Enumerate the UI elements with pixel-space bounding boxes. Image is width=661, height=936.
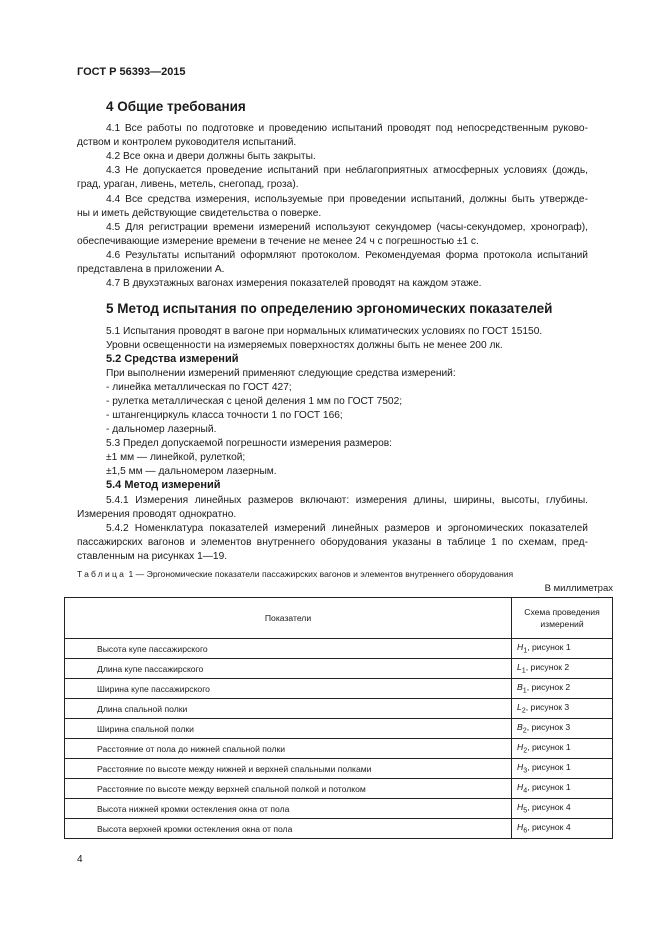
- column-header-indicators: Показатели: [65, 598, 512, 639]
- paragraph-line: град, ураган, ливень, метель, снегопад, гроза).: [77, 179, 299, 190]
- column-header-scheme-line2: измерений: [540, 619, 584, 629]
- list-item: - линейка металлическая по ГОСТ 427;: [106, 382, 292, 393]
- paragraph-line: пассажирских вагонов и элементов внутреннего оборудования указаны в таблице 1 по схемам, пред-: [77, 537, 588, 548]
- paragraph-line: ±1,5 мм — дальномером лазерным.: [106, 466, 277, 477]
- indicator-cell: Расстояние от пола до нижней спальной полки: [65, 739, 512, 759]
- indicator-cell: Высота купе пассажирского: [65, 639, 512, 659]
- scheme-cell: $H_1$, рисунок 1: [512, 639, 613, 659]
- list-item: - рулетка металлическая с ценой деления 1 мм по ГОСТ 7502;: [106, 396, 403, 407]
- paragraph-line: 4.1 Все работы по подготовке и проведению испытаний проводят под непосредственным руково-: [106, 123, 588, 134]
- paragraph-line: 4.3 Не допускается проведение испытаний при неблагоприятных атмосферных условиях (дождь,: [106, 165, 588, 176]
- table-1: [64, 597, 613, 839]
- subsection-5-4-heading: 5.4 Метод измерений: [106, 479, 221, 491]
- scheme-cell: $H_6$, рисунок 4: [512, 819, 613, 839]
- paragraph-line: 5.3 Предел допускаемой погрешности измерения размеров:: [106, 438, 393, 449]
- paragraph-line: обеспечивающие измерение времени в течение не менее 24 ч с погрешностью ±1 с.: [77, 236, 479, 247]
- indicator-cell: Ширина купе пассажирского: [65, 679, 512, 699]
- paragraph-line: Уровни освещенности на измеряемых поверхностях должны быть не менее 200 лк.: [106, 340, 503, 351]
- paragraph-line: Измерения проводят однократно.: [77, 509, 237, 520]
- table-row: [65, 679, 613, 699]
- scheme-cell: $H_3$, рисунок 1: [512, 759, 613, 779]
- scheme-cell: $H_5$, рисунок 4: [512, 799, 613, 819]
- table-row: [65, 759, 613, 779]
- paragraph-line: 4.5 Для регистрации времени измерений используют секундомер (часы-секундомер, хронограф),: [106, 222, 588, 233]
- table-row: [65, 719, 613, 739]
- scheme-cell: $B_2$, рисунок 3: [512, 719, 613, 739]
- table-unit: В миллиметрах: [544, 583, 613, 594]
- scheme-cell: $L_1$, рисунок 2: [512, 659, 613, 679]
- table-row: [65, 779, 613, 799]
- table-row: [65, 799, 613, 819]
- indicator-cell: Расстояние по высоте между верхней спальной полкой и потолком: [65, 779, 512, 799]
- table-row: [65, 639, 613, 659]
- scheme-cell: $H_4$, рисунок 1: [512, 779, 613, 799]
- table-row: [65, 739, 613, 759]
- paragraph-line: 4.6 Результаты испытаний оформляют протоколом. Рекомендуемая форма протокола испытаний: [106, 250, 588, 261]
- indicator-cell: Высота верхней кромки остекления окна от пола: [65, 819, 512, 839]
- paragraph-line: 5.1 Испытания проводят в вагоне при нормальных климатических условиях по ГОСТ 15150.: [106, 326, 543, 337]
- paragraph-line: 5.4.1 Измерения линейных размеров включают: измерения длины, ширины, высоты, глубины.: [106, 495, 588, 506]
- paragraph-line: При выполнении измерений применяют следующие средства измерений:: [106, 368, 456, 379]
- section-5-heading: 5 Метод испытания по определению эргономических показателей: [106, 301, 553, 316]
- paragraph-line: ±1 мм — линейкой, рулеткой;: [106, 452, 246, 463]
- table-row: [65, 699, 613, 719]
- paragraph-line: дством и контролем руководителя испытаний.: [77, 137, 297, 148]
- paragraph-line: 4.2 Все окна и двери должны быть закрыты.: [106, 151, 316, 162]
- document-id: ГОСТ Р 56393—2015: [77, 66, 186, 78]
- table-row: [65, 659, 613, 679]
- list-item: - штангенциркуль класса точности 1 по ГОСТ 166;: [106, 410, 343, 421]
- paragraph-line: 4.7 В двухэтажных вагонах измерения показателей проводят на каждом этаже.: [106, 278, 482, 289]
- list-item: - дальномер лазерный.: [106, 424, 217, 435]
- paragraph-line: ны и иметь действующие свидетельства о поверке.: [77, 208, 322, 219]
- indicator-cell: Высота нижней кромки остекления окна от пола: [65, 799, 512, 819]
- indicator-cell: Длина купе пассажирского: [65, 659, 512, 679]
- section-4-heading: 4 Общие требования: [106, 99, 246, 114]
- scheme-cell: $L_2$, рисунок 3: [512, 699, 613, 719]
- scheme-cell: $H_2$, рисунок 1: [512, 739, 613, 759]
- paragraph-line: 4.4 Все средства измерения, используемые при проведении испытаний, должны быть утвержде-: [106, 194, 588, 205]
- table-caption-text: 1 — Эргономические показатели пассажирских вагонов и элементов внутреннего оборудования: [126, 569, 514, 579]
- paragraph-line: представлена в приложении А.: [77, 264, 225, 275]
- indicator-cell: Длина спальной полки: [65, 699, 512, 719]
- indicator-cell: Расстояние по высоте между нижней и верхней спальными полками: [65, 759, 512, 779]
- paragraph-line: 5.4.2 Номенклатура показателей измерений линейных размеров и эргономических показателей: [106, 523, 588, 534]
- table-row: [65, 819, 613, 839]
- paragraph-line: ставленным на рисунках 1—19.: [77, 551, 228, 562]
- column-header-scheme: [512, 598, 613, 639]
- indicator-cell: Ширина спальной полки: [65, 719, 512, 739]
- table-header-row: [65, 598, 613, 639]
- page-number: 4: [77, 854, 83, 865]
- subsection-5-2-heading: 5.2 Средства измерений: [106, 353, 239, 365]
- column-header-scheme-line1: Схема проведения: [524, 607, 600, 617]
- table-caption: [77, 569, 513, 579]
- scheme-cell: $B_1$, рисунок 2: [512, 679, 613, 699]
- table-caption-word: Таблица: [77, 569, 127, 579]
